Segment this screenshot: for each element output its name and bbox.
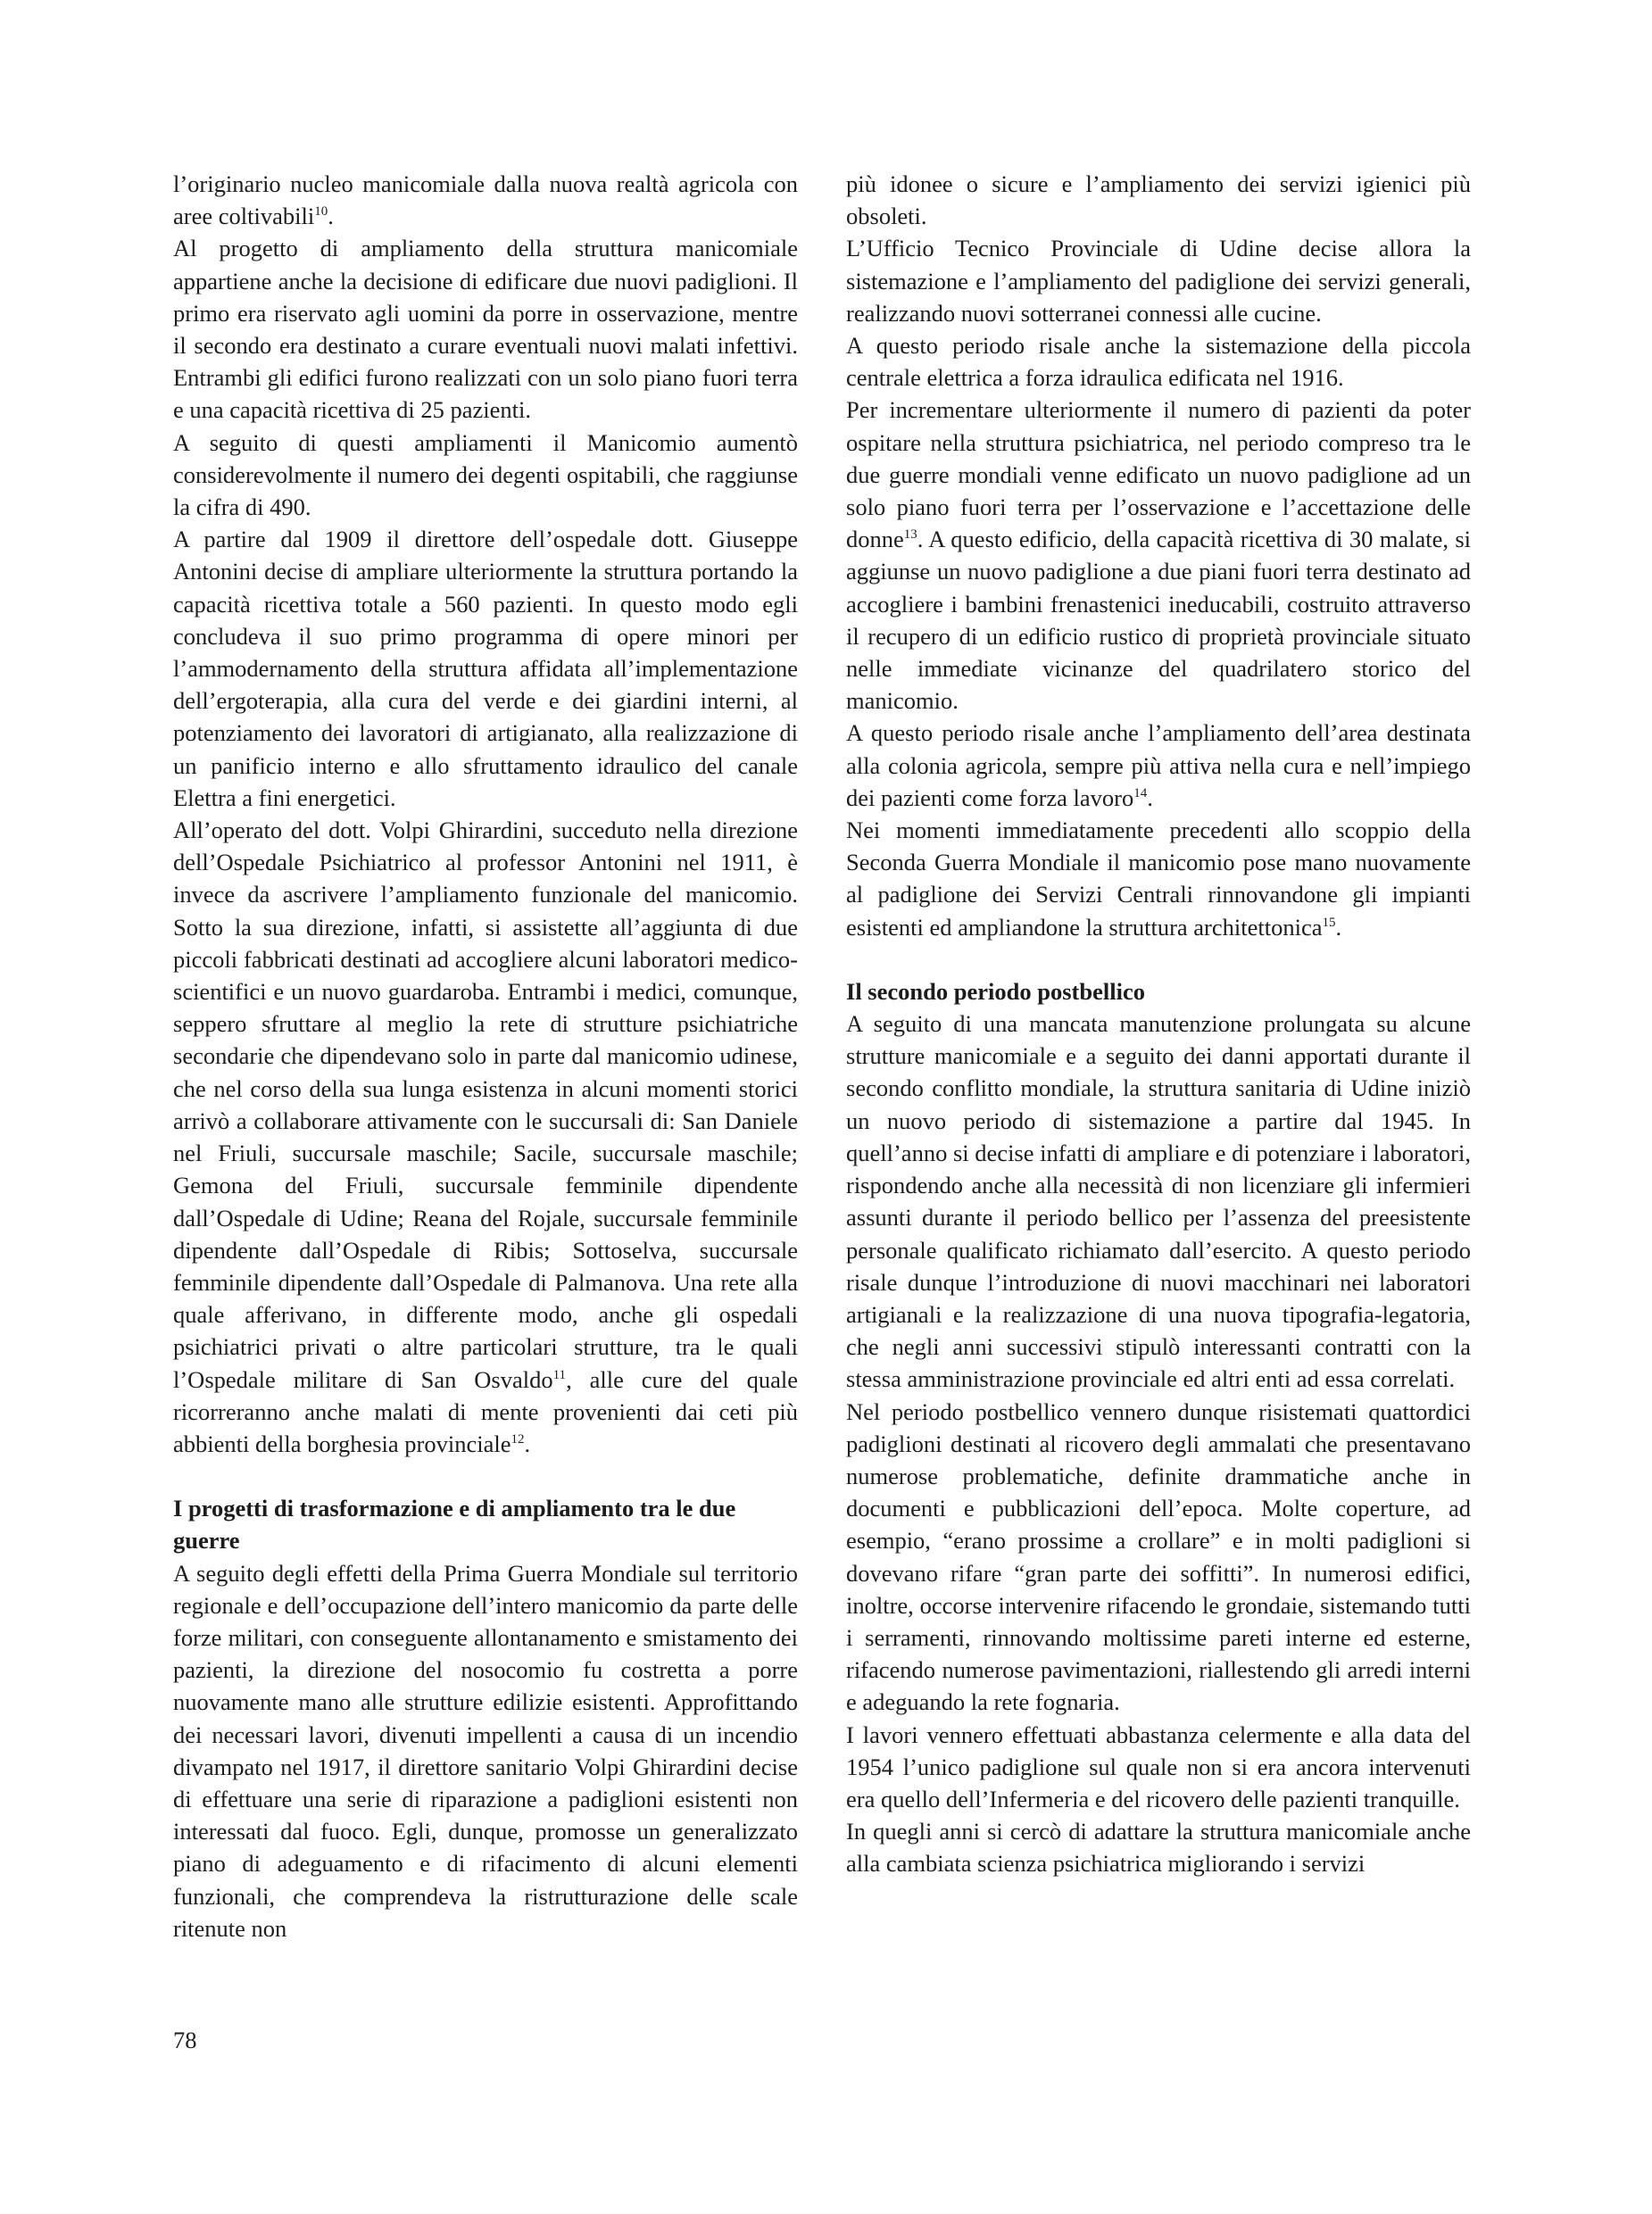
paragraph-text: A questo periodo risale anche l’ampliamento dell’area destinata alla colonia agricola, sempre più attiva nella cura e nell’impiego dei pazienti come forza lavoro — [846, 719, 1471, 811]
paragraph — [173, 168, 798, 232]
paragraph-text: . — [328, 203, 334, 230]
paragraph-text: Per incrementare ulteriormente il numero di pazienti da poter ospitare nella struttura psichiatrica, nel periodo compreso tra le due guerre mondiali venne edificato un nuovo padiglione ad un solo piano fuori terra per l’osservazione e l’accettazione delle donne — [846, 396, 1471, 553]
paragraph: Al progetto di ampliamento della struttura manicomiale appartiene anche la decisione di edificare due nuovi padiglioni. Il primo era riservato agli uomini da porre in osservazione, mentre il secondo era destinato a curare eventuali nuovi malati infettivi. Entrambi gli edifici furono realizzati con un solo piano fuori terra e una capacità ricettiva di 25 pazienti. — [173, 235, 798, 424]
paragraph-text: All’operato del dott. Volpi Ghirardini, succeduto nella direzione dell’Ospedale Psichiatrico al professor Antonini nel 1911, è invece da ascrivere l’ampliamento funzionale del manicomio. Sotto la sua direzione, infatti, si assistette all’aggiunta di due piccoli fabbricati destinati ad accogliere alcuni laboratori medico-scientifici e un nuovo guardaroba. Entrambi i medici, comunque, seppero sfruttare al meglio la rete di strutture psichiatriche secondarie che dipendevano solo in parte dal manicomio udinese, che nel corso della sua lunga esistenza in alcuni momenti storici arrivò a collaborare attivamente con le succursali di: San Daniele nel Friuli, succursale maschile; Sacile, succursale maschile; Gemona del Friuli, succursale femminile dipendente dall’Ospedale di Udine; Reana del Rojale, succursale femminile dipendente dall’Ospedale di Ribis; Sottoselva, succursale femminile dipendente dall’Ospedale di Palmanova. Una rete alla quale afferivano, in differente modo, anche gli ospedali psichiatrici privati o altre particolari strutture, tra le quali l’Ospedale militare di San Osvaldo — [173, 817, 798, 1393]
paragraph-text: Nei momenti immediatamente precedenti allo scoppio della Seconda Guerra Mondiale il manicomio pose mano nuovamente al padiglione dei Servizi Centrali rinnovandone gli impianti esistenti ed ampliandone la struttura architettonica — [846, 817, 1471, 941]
footnote-marker: 14 — [1133, 786, 1148, 801]
paragraph: L’Ufficio Tecnico Provinciale di Udine decise allora la sistemazione e l’ampliamento del padiglione dei servizi generali, realizzando nuovi sotterranei connessi alle cucine. — [846, 235, 1471, 327]
footnote-marker: 13 — [903, 527, 917, 543]
paragraph: più idonee o sicure e l’ampliamento dei servizi igienici più obsoleti. — [846, 170, 1471, 230]
paragraph-text: . — [1147, 784, 1153, 811]
paragraph: A partire dal 1909 il direttore dell’ospedale dott. Giuseppe Antonini decise di ampliare ulteriormente la struttura portando la capacità ricettiva totale a 560 pazienti. In questo modo egli concludeva il suo primo programma di opere minori per l’ammodernamento della struttura affidata all’implementazione dell’ergoterapia, alla cura del verde e dei giardini interni, al potenziamento dei lavoratori di artigianato, alla realizzazione di un panificio interno e allo sfruttamento idraulico del canale Elettra a fini energetici. — [173, 526, 798, 811]
section-heading: I progetti di trasformazione e di ampliamento tra le due guerre — [173, 1495, 736, 1555]
paragraph — [846, 814, 1471, 943]
paragraph: Nel periodo postbellico vennero dunque risistemati quattordici padiglioni destinati al ricovero degli ammalati che presentavano numerose problematiche, definite drammatiche anche in documenti e pubblicazioni dell’epoca. Molte coperture, ad esempio, “erano prossime a crollare” e in molti padiglioni si dovevano rifare “gran parte dei soffitti”. In numerosi edifici, inoltre, occorse intervenire rifacendo le grondaie, sistemando tutti i serramenti, rinnovando moltissime pareti interne ed esterne, rifacendo numerose pavimentazioni, riallestendo gli arredi interni e adeguando la rete fognaria. — [846, 1397, 1471, 1716]
footnote-marker: 15 — [1322, 915, 1336, 930]
paragraph: A questo periodo risale anche la sistemazione della piccola centrale elettrica a forza idraulica edificata nel 1916. — [846, 332, 1471, 392]
footnote-marker: 11 — [552, 1367, 567, 1382]
right-column — [846, 168, 1471, 1880]
paragraph: I lavori vennero effettuati abbastanza celermente e alla data del 1954 l’unico padiglione sul quale non si era ancora intervenuti era quello dell’Infermeria e del ricovero delle pazienti tranquille. — [846, 1721, 1471, 1812]
paragraph-text: . — [524, 1430, 531, 1457]
paragraph: A seguito di una mancata manutenzione prolungata su alcune strutture manicomiale e a seguito dei danni apportati durante il secondo conflitto mondiale, la struttura sanitaria di Udine iniziò un nuovo periodo di sistemazione a partire dal 1945. In quell’anno si decise infatti di ampliare e di potenziare i laboratori, rispondendo anche alla necessità di non licenziare gli infermieri assunti durante il periodo bellico per l’assenza del preesistente personale qualificato richiamato dall’esercito. A questo periodo risale dunque l’introduzione di nuovi macchinari nei laboratori artigianali e la realizzazione di una nuova tipografia-legatoria, che negli anni successivi stipulò interessanti contratti con la stessa amministrazione provinciale ed altri enti ad essa correlati. — [846, 1010, 1471, 1393]
left-column — [173, 168, 798, 1945]
paragraph — [173, 814, 798, 1460]
paragraph — [846, 394, 1471, 717]
paragraph-text: . A questo edificio, della capacità ricettiva di 30 malate, si aggiunse un nuovo padiglione a due piani fuori terra destinato ad accogliere i bambini frenastenici ineducabili, costruito attraverso il recupero di un edificio rustico di proprietà provinciale situato nelle immediate vicinanze del quadrilatero storico del manicomio. — [846, 526, 1471, 715]
page-number: 78 — [173, 2027, 197, 2053]
paragraph-text: , alle cure del quale ricorreranno anche malati di mente provenienti dai ceti più abbienti della borghesia provinciale — [173, 1365, 799, 1457]
section-heading: Il secondo periodo postbellico — [846, 977, 1145, 1005]
paragraph: In quegli anni si cercò di adattare la struttura manicomiale anche alla cambiata scienza psichiatrica migliorando i servizi — [846, 1818, 1471, 1878]
paragraph: A seguito di questi ampliamenti il Manicomio aumentò considerevolmente il numero dei degenti ospitabili, che raggiunse la cifra di 490. — [173, 428, 798, 521]
paragraph: A seguito degli effetti della Prima Guerra Mondiale sul territorio regionale e dell’occupazione dell’intero manicomio da parte delle forze militari, con conseguente allontanamento e smistamento dei pazienti, la direzione del nosocomio fu costretta a porre nuovamente mano alle strutture edilizie esistenti. Approfittando dei necessari lavori, divenuti impellenti a causa di un incendio divampato nel 1917, il direttore sanitario Volpi Ghirardini decise di effettuare una serie di riparazione a padiglioni esistenti non interessati dal fuoco. Egli, dunque, promosse un generalizzato piano di adeguamento e di rifacimento di alcuni elementi funzionali, che comprendeva la ristrutturazione delle scale ritenute non — [173, 1559, 798, 1942]
paragraph — [846, 717, 1471, 814]
footnote-marker: 12 — [511, 1432, 525, 1447]
paragraph-text: . — [1335, 913, 1342, 941]
paragraph-text: l’originario nucleo manicomiale dalla nuova realtà agricola con aree coltivabili — [173, 170, 798, 230]
footnote-marker: 10 — [314, 204, 328, 220]
